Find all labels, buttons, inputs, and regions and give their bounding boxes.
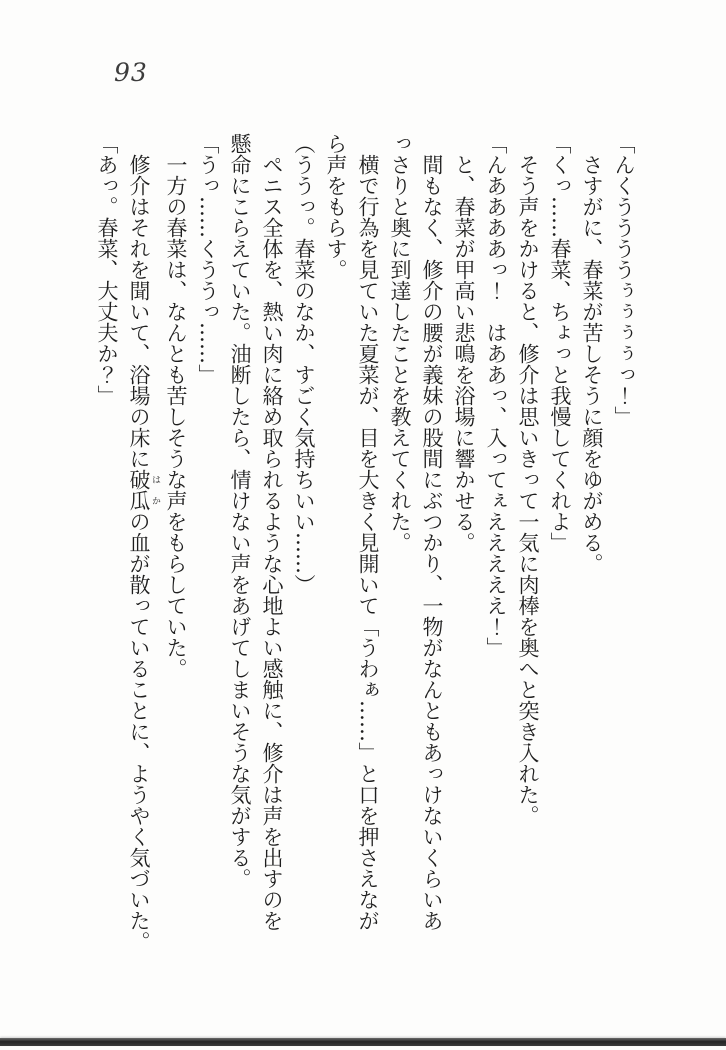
text-line: 間もなく、修介の腰が義妹の股間にぶつかり、一物がなんともあっけないくらいあ (420, 154, 444, 931)
text-line: っさりと奥に到達したことを教えてくれた。 (388, 133, 412, 553)
text-line: 「うっ……くううっ……」 (196, 133, 220, 385)
text-line: （ううっ。春菜のなか、すごく気持ちいい……） (292, 133, 316, 595)
text-line: 修介はそれを聞いて、浴場の床に破 は瓜 かの血が散っていることに、ようやく気づいた。 (127, 154, 160, 952)
text-line: 懸命にこらえていた。油断したら、情けない声をあげてしまいそうな気がする。 (228, 133, 252, 889)
text-line: 「くっ……春菜、ちょっと我慢してくれよ」 (548, 133, 572, 553)
text-line: 横で行為を見ていた夏菜が、目を大きく見開いて「うわぁ……」と口を押さえなが (356, 154, 380, 931)
page-number: 93 (114, 58, 148, 87)
text-line: 「んああああっ！ はああっ、入ってぇえええええ！」 (484, 133, 508, 658)
text-line: 一方の春菜は、なんとも苦しそうな声をもらしていた。 (164, 154, 188, 679)
page-text-block (91, 133, 640, 1033)
text-line: そう声をかけると、修介は思いきって一気に肉棒を奥へと突き入れた。 (516, 154, 540, 826)
text-line: 「んくううううぅぅぅぅっ！」 (612, 133, 636, 427)
text-line: 「あっ。春菜、大丈夫か？」 (95, 133, 119, 406)
text-line: ら声をもらす。 (324, 133, 348, 280)
text-line: さすがに、春菜が苦しそうに顔をゆがめる。 (580, 154, 604, 574)
scan-bottom-edge (0, 1038, 726, 1046)
ruby-annotated-kanji: 瓜 か (127, 490, 160, 511)
text-line: ペニス全体を、熱い肉に絡め取られるような心地よい感触に、修介は声を出すのを (260, 154, 284, 931)
text-line: と、春菜が甲高い悲鳴を浴場に響かせる。 (452, 154, 476, 553)
ruby-annotated-kanji: 破 は (127, 469, 160, 490)
